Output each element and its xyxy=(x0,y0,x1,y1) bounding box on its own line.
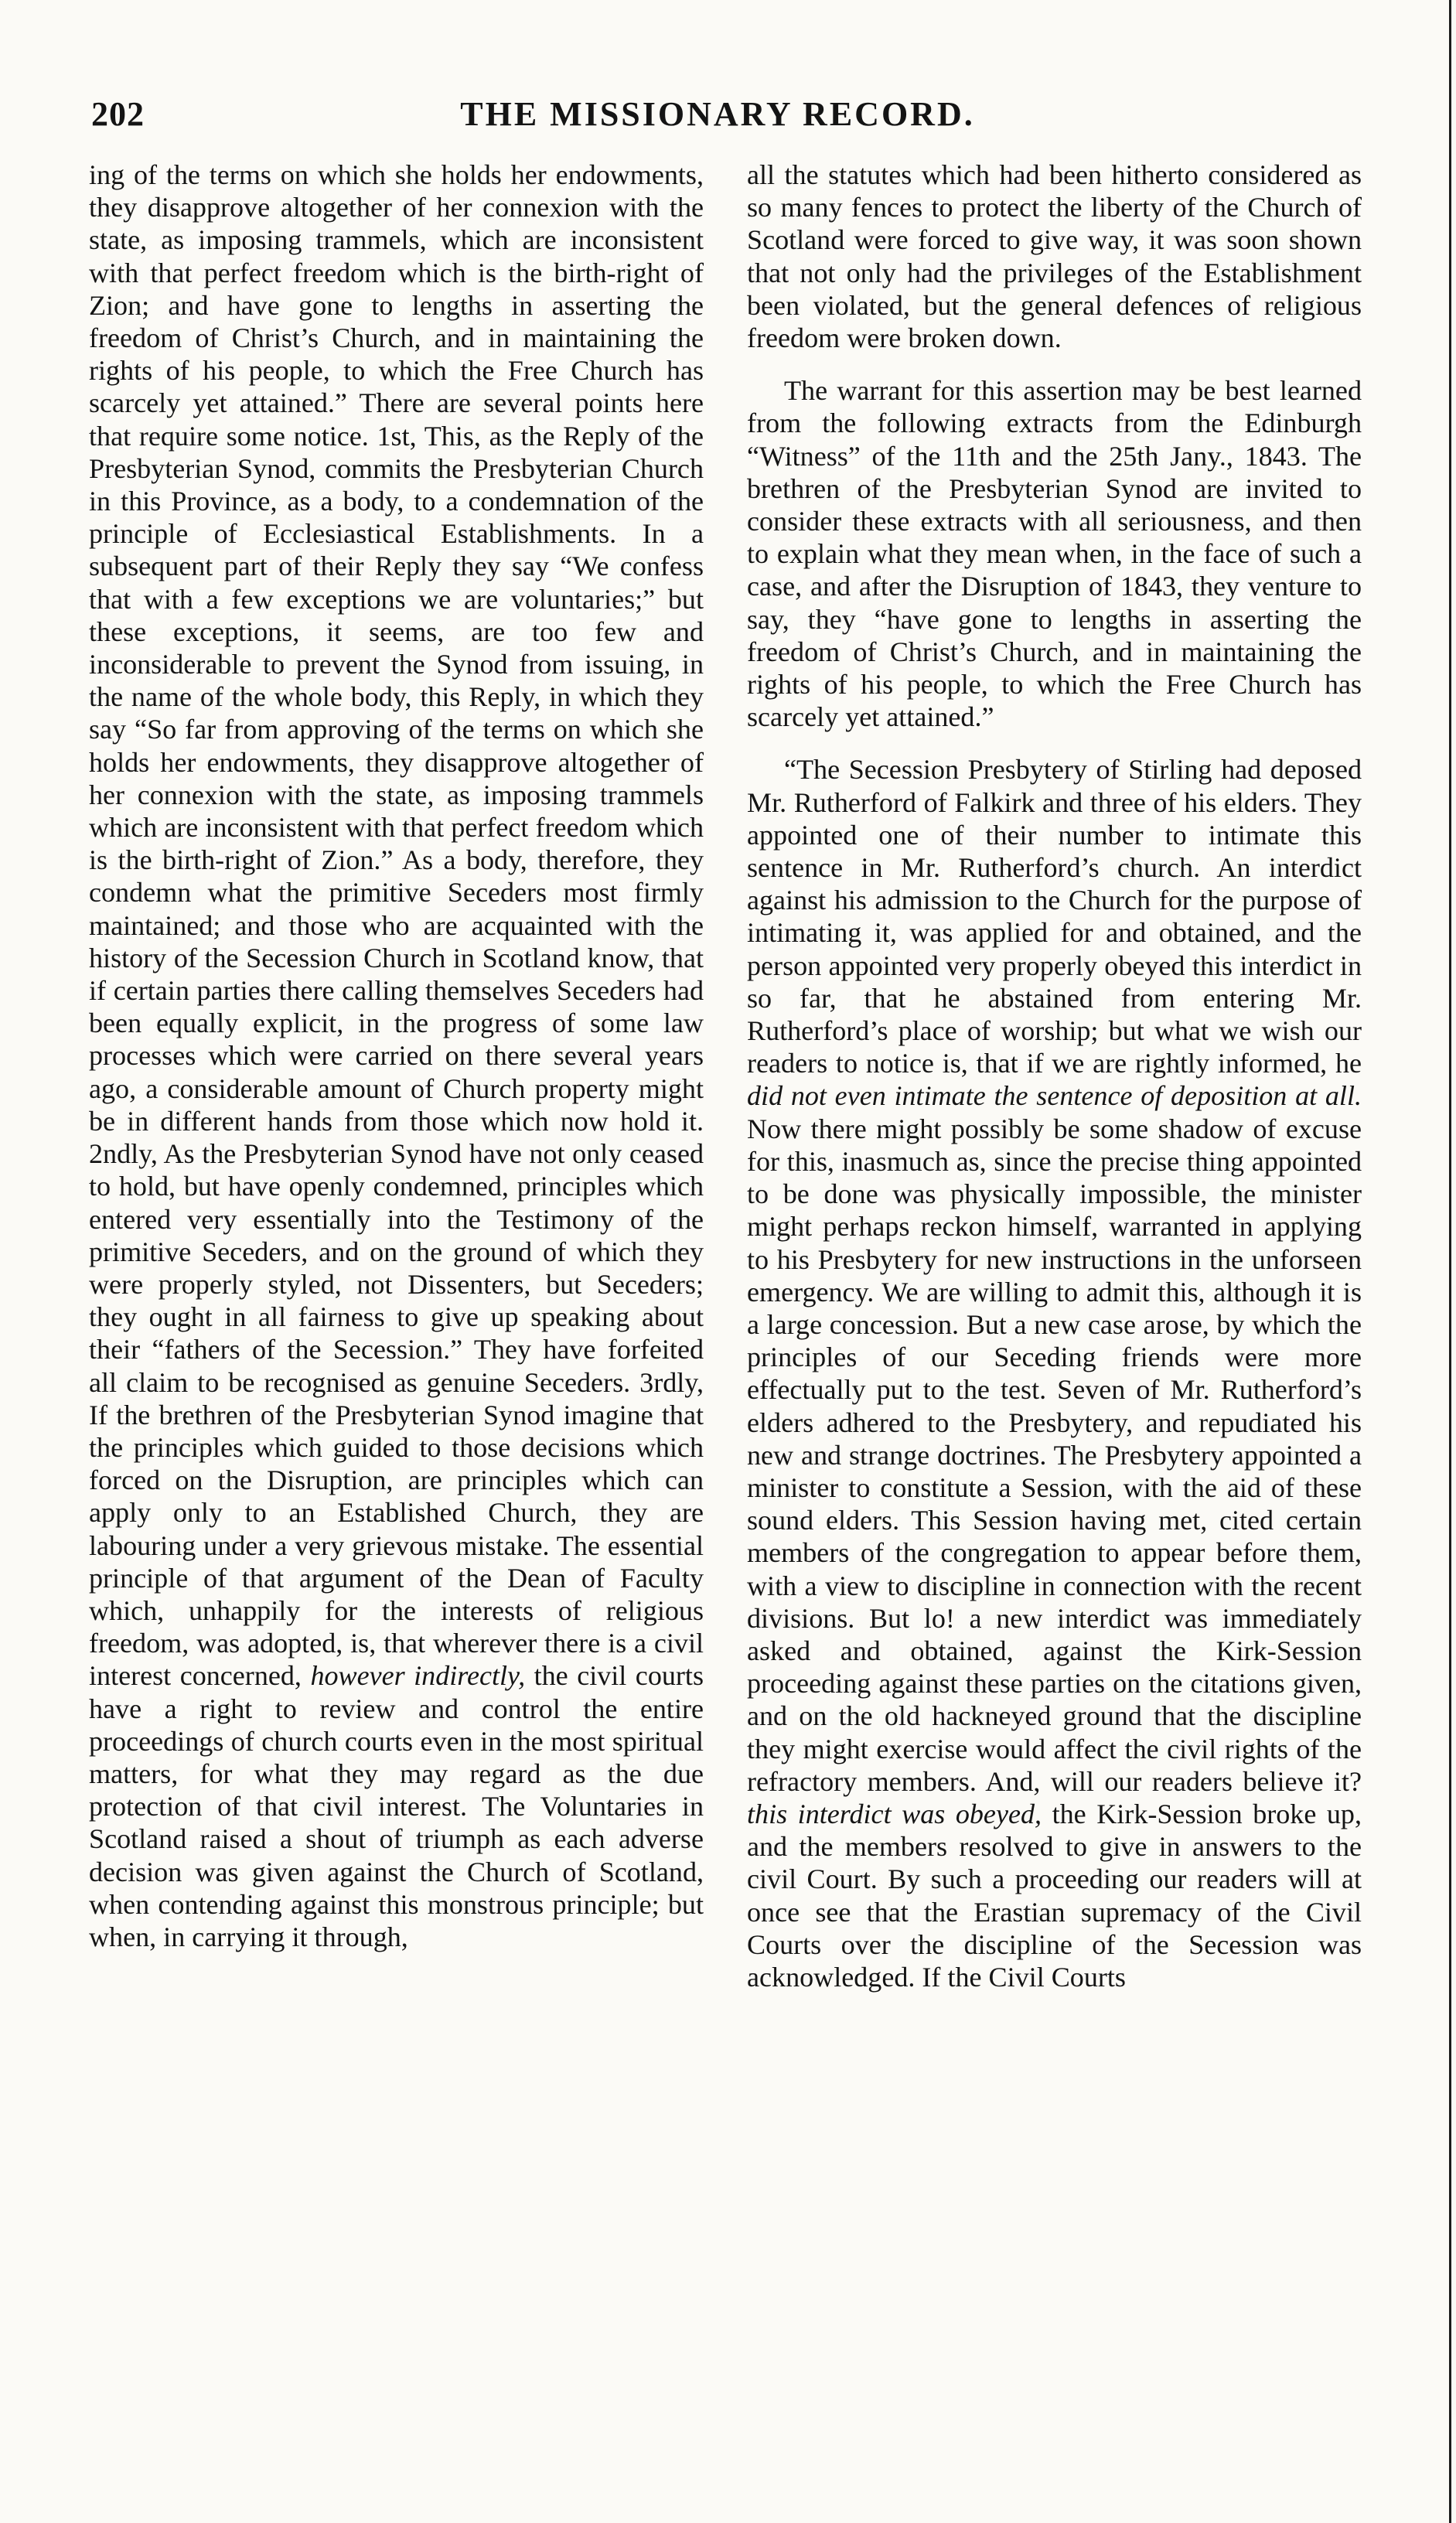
text-run: “The Secession Presbytery of Stirling had deposed Mr. Rutherford of Falkirk and three of his elders. They appointed one of their number to intimate this sentence in Mr. Rutherford’s church. An interdict against his admission to the Church for the purpose of intimating it, was applied for and obtained, and the person appointed very properly obeyed this interdict in so far, that he abstained from entering Mr. Rutherford’s place of worship; but what we wish our readers to notice is, that if we are rightly informed, he xyxy=(747,754,1362,1079)
italic-text-run: did not even intimate the sentence of deposition at all. xyxy=(747,1080,1362,1112)
paragraph xyxy=(747,753,1362,1993)
italic-text-run: this interdict was obeyed, xyxy=(747,1798,1042,1829)
text-run: Now there might possibly be some shadow of excuse for this, inasmuch as, since the precise thing appointed to be done was physically impossible, the minister might perhaps reckon himself, warranted in applying to his Presbytery for new instructions in the unforseen emergency. We are willing to admit this, although it is a large concession. But a new case arose, by which the principles of our Seceding friends were more effectually put to the test. Seven of Mr. Rutherford’s elders adhered to the Presbytery, and repudiated his new and strange doctrines. The Presbytery appointed a minister to constitute a Session, with the aid of these sound elders. This Session having met, cited certain members of the congregation to appear before them, with a view to discipline in connection with the recent divisions. But lo! a new interdict was immediately asked and obtained, against the Kirk-Session proceeding against these parties on the citations given, and on the old hackneyed ground that the discipline they might exercise would affect the civil rights of the refractory members. And, will our readers believe it? xyxy=(747,1113,1362,1797)
paragraph xyxy=(747,374,1362,733)
page-edge-rule xyxy=(1449,0,1451,2523)
text-run: The warrant for this assertion may be best learned from the following extracts from the Edinburgh “Witness” of the 11th and the 25th Jany., 1843. The brethren of the Presbyterian Synod are invited to consider these extracts with all seriousness, and then to explain what they mean when, in the face of such a case, and after the Disruption of 1843, they venture to say, they “have gone to lengths in asserting the freedom of Christ’s Church, and in maintaining the rights of his people, to which the Free Church has scarcely yet attained.” xyxy=(747,375,1362,733)
paragraph xyxy=(89,159,704,1953)
text-run: ing of the terms on which she holds her endowments, they disapprove altogether of her connexion with the state, as imposing trammels, which are inconsistent with that perfect freedom which is the birth-right of Zion; and have gone to lengths in asserting the freedom of Christ’s Church, and in maintaining the rights of his people, to which the Free Church has scarcely yet attained.” There are several points here that require some notice. 1st, This, as the Reply of the Presbyterian Synod, commits the Presbyterian Church in this Province, as a body, to a condemnation of the principle of Ecclesiastical Establishments. In a subsequent part of their Reply they say “We confess that with a few exceptions we are voluntaries;” but these exceptions, it seems, are too few and inconsiderable to prevent the Synod from issuing, in the name of the whole body, this Reply, in which they say “So far from approving of the terms on which she holds her endowments, they disapprove altogether of her connexion with the state, as imposing trammels which are inconsistent with that perfect freedom which is the birth-right of Zion.” As a body, therefore, they condemn what the primitive Seceders most firmly maintained; and those who are acquainted with the history of the Secession Church in Scotland know, that if certain parties there calling themselves Seceders had been equally explicit, in the progress of some law processes which were carried on there several years ago, a considerable amount of Church property might be in different hands from those which now hold it. 2ndly, As the Presbyterian Synod have not only ceased to hold, but have openly condemned, principles which entered very essentially into the Testimony of the primitive Seceders, and on the ground of which they were properly styled, not Dissenters, but Seceders; they ought in all fairness to give up speaking about their “fathers of the Secession.” They have forfeited all claim to be recognised as genuine Seceders. 3rdly, If the brethren of the Presbyterian Synod imagine that the principles which guided to those decisions which forced on the Disruption, are principles which can apply only to an Established Church, they are labouring under a very grievous mistake. The essential principle of that argument of the Dean of Faculty which, unhappily for the interests of religious freedom, was adopted, is, that wherever there is a civil interest concerned, xyxy=(89,159,704,1692)
text-run: the civil courts have a right to review and control the entire proceedings of church courts even in the most spiritual matters, for what they may regard as the due protection of that civil interest. The Voluntaries in Scotland raised a shout of triumph as each adverse decision was given against the Church of Scotland, when contending against this monstrous principle; but when, in carrying it through, xyxy=(89,1660,704,1952)
right-column xyxy=(747,159,1362,2463)
running-header xyxy=(91,94,1344,141)
italic-text-run: however indirectly, xyxy=(310,1660,526,1692)
running-title: THE MISSIONARY RECORD. xyxy=(460,95,975,133)
page-number: 202 xyxy=(91,95,145,133)
text-run: all the statutes which had been hitherto considered as so many fences to protect the liberty of the Church of Scotland were forced to give way, it was soon shown that not only had the privileges of the Establishment been violated, but the general defences of religious freedom were broken down. xyxy=(747,159,1362,354)
text-run: the Kirk-Session broke up, and the members resolved to give in answers to the civil Court. By such a proceeding our readers will at once see that the Erastian supremacy of the Civil Courts over the discipline of the Secession was acknowledged. If the Civil Courts xyxy=(747,1798,1362,1993)
left-column xyxy=(89,159,704,2463)
paragraph xyxy=(747,159,1362,354)
